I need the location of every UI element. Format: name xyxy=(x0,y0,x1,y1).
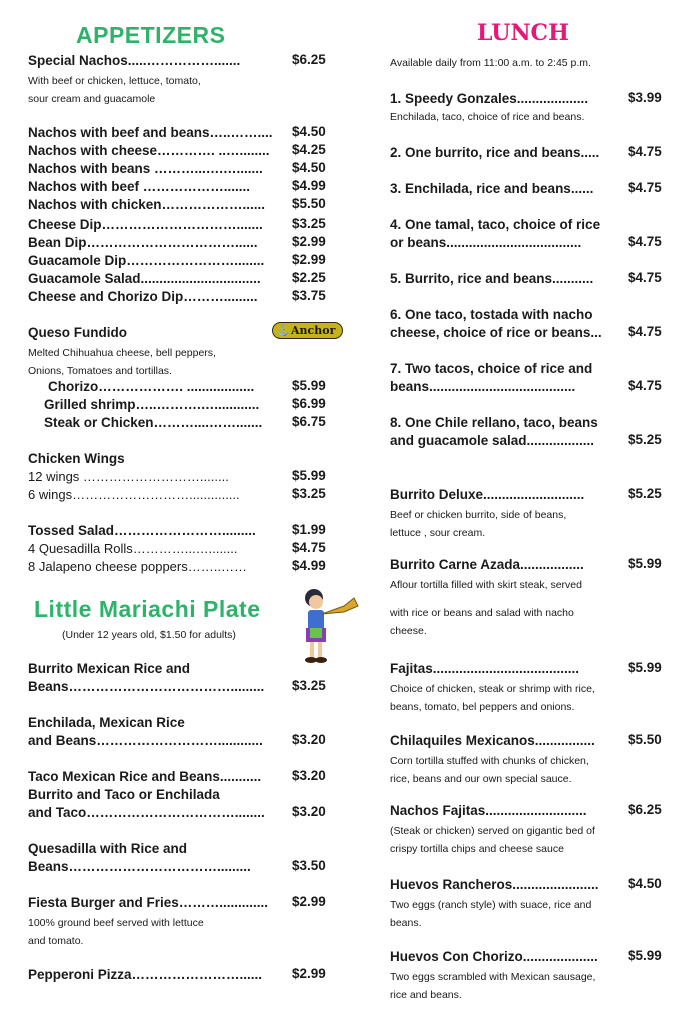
special-nachos-price: $6.25 xyxy=(292,52,326,67)
lunch-item-price: $5.25 xyxy=(628,432,662,447)
special-item-desc: Two eggs (ranch style) with suace, rice and xyxy=(390,899,592,911)
special-item-name: Chilaquiles Mexicanos................ xyxy=(390,733,595,748)
wing-option-name: 12 wings ………………………........ xyxy=(28,469,229,484)
kids-item-price: $3.25 xyxy=(292,678,326,693)
kids-item-price: $3.20 xyxy=(292,804,326,819)
kids-item-line1: Quesadilla with Rice and xyxy=(28,841,188,856)
wing-option-name: 6 wings……………………….............. xyxy=(28,487,240,502)
special-item-name: Huevos Con Chorizo.................... xyxy=(390,949,598,964)
lunch-item-line1: 1. Speedy Gonzales................... xyxy=(390,91,589,106)
lunch-item-desc: Enchilada, taco, choice of rice and beans. xyxy=(390,111,585,123)
lunch-note: Available daily from 11:00 a.m. to 2:45 p.m. xyxy=(390,57,591,69)
extra-item-price: $4.99 xyxy=(292,558,326,573)
appetizer-item-price: $2.99 xyxy=(292,252,326,267)
lunch-item-line1: 5. Burrito, rice and beans........... xyxy=(390,271,594,286)
special-item-desc: Aflour tortilla filled with skirt steak, served xyxy=(390,579,582,591)
kids-item-price: $3.20 xyxy=(292,732,326,747)
appetizer-item-price: $5.50 xyxy=(292,196,326,211)
special-nachos-desc-1: With beef or chicken, lettuce, tomato, xyxy=(28,75,201,87)
kids-item-desc: and tomato. xyxy=(28,935,84,947)
special-item-desc: cheese. xyxy=(390,625,427,637)
appetizer-item-name: Nachos with chicken………………...... xyxy=(28,197,266,212)
kids-item-line2: Beans………………………………......... xyxy=(28,679,265,694)
tossed-salad-name: Tossed Salad……………………......... xyxy=(28,523,256,538)
special-nachos-name: Special Nachos.....……………....... xyxy=(28,53,241,68)
lunch-item-line1: 7. Two tacos, choice of rice and xyxy=(390,361,593,376)
queso-fundido-name: Queso Fundido xyxy=(28,325,127,340)
special-item-desc: crispy tortilla chips and cheese sauce xyxy=(390,843,564,855)
appetizer-item-price: $4.25 xyxy=(292,142,326,157)
lunch-item-price: $4.75 xyxy=(628,378,662,393)
appetizer-item-name: Guacamole Dip……………………........ xyxy=(28,253,265,268)
special-item-price: $5.25 xyxy=(628,486,662,501)
special-item-price: $4.50 xyxy=(628,876,662,891)
appetizer-item-name: Nachos with beef and beans…..…….... xyxy=(28,125,273,140)
queso-option-name: Steak or Chicken………....……....... xyxy=(44,415,263,430)
anchor-badge: ⚓ Anchor xyxy=(272,322,343,339)
appetizers-heading: APPETIZERS xyxy=(76,22,226,48)
appetizer-item-name: Guacamole Salad................................ xyxy=(28,271,261,286)
queso-option-name: Chorizo………………. .................. xyxy=(48,379,255,394)
kids-item-line2: and Taco……………………………........ xyxy=(28,805,265,820)
special-item-name: Burrito Carne Azada................. xyxy=(390,557,584,572)
kids-heading: Little Mariachi Plate xyxy=(34,596,261,622)
special-item-desc: rice, beans and our own special sauce. xyxy=(390,773,572,785)
special-item-desc: Choice of chicken, steak or shrimp with rice, xyxy=(390,683,595,695)
kids-item-line1: Burrito and Taco or Enchilada xyxy=(28,787,220,802)
queso-desc-1: Melted Chihuahua cheese, bell peppers, xyxy=(28,347,216,359)
kids-note: (Under 12 years old, $1.50 for adults) xyxy=(62,629,236,641)
special-item-desc: rice and beans. xyxy=(390,989,462,1001)
lunch-item-price: $4.75 xyxy=(628,180,662,195)
special-nachos-desc-2: sour cream and guacamole xyxy=(28,93,156,105)
lunch-item-line1: 2. One burrito, rice and beans..... xyxy=(390,145,600,160)
wing-option-price: $5.99 xyxy=(292,468,326,483)
special-item-desc: with rice or beans and salad with nacho xyxy=(390,607,574,619)
lunch-item-price: $4.75 xyxy=(628,144,662,159)
queso-option-price: $5.99 xyxy=(292,378,326,393)
special-item-desc: Beef or chicken burrito, side of beans, xyxy=(390,509,567,521)
special-item-desc: Two eggs scrambled with Mexican sausage, xyxy=(390,971,596,983)
lunch-item-line1: 8. One Chile rellano, taco, beans xyxy=(390,415,598,430)
special-item-price: $6.25 xyxy=(628,802,662,817)
appetizer-item-price: $2.25 xyxy=(292,270,326,285)
special-item-desc: Corn tortilla stuffed with chunks of chicken, xyxy=(390,755,589,767)
wing-option-price: $3.25 xyxy=(292,486,326,501)
special-item-price: $5.99 xyxy=(628,948,662,963)
queso-option-name: Grilled shrimp…..……….…............ xyxy=(44,397,260,412)
special-item-price: $5.99 xyxy=(628,556,662,571)
kids-item-line1: Burrito Mexican Rice and xyxy=(28,661,191,676)
kids-item-price: $2.99 xyxy=(292,966,326,981)
kids-item-line1: Taco Mexican Rice and Beans........... xyxy=(28,769,262,784)
lunch-item-price: $4.75 xyxy=(628,234,662,249)
special-item-desc: beans. xyxy=(390,917,422,929)
lunch-item-price: $4.75 xyxy=(628,324,662,339)
kids-item-line2: and Beans………………………............ xyxy=(28,733,263,748)
lunch-item-price: $3.99 xyxy=(628,90,662,105)
appetizer-item-name: Nachos with beans ………...….…....... xyxy=(28,161,263,176)
special-item-price: $5.99 xyxy=(628,660,662,675)
lunch-heading: LUNCH xyxy=(477,20,569,46)
tossed-salad-price: $1.99 xyxy=(292,522,326,537)
chicken-wings-name: Chicken Wings xyxy=(28,451,125,466)
queso-desc-2: Onions, Tomatoes and tortillas. xyxy=(28,365,172,377)
kids-item-desc: 100% ground beef served with lettuce xyxy=(28,917,204,929)
anchor-icon: ⚓ xyxy=(276,324,290,337)
appetizer-item-price: $4.50 xyxy=(292,160,326,175)
appetizer-item-price: $4.99 xyxy=(292,178,326,193)
special-item-name: Burrito Deluxe........................... xyxy=(390,487,585,502)
special-item-name: Nachos Fajitas........................... xyxy=(390,803,587,818)
appetizer-item-price: $3.75 xyxy=(292,288,326,303)
kids-item-price: $2.99 xyxy=(292,894,326,909)
kids-item-line1: Fiesta Burger and Fries………............. xyxy=(28,895,269,910)
appetizer-item-price: $2.99 xyxy=(292,234,326,249)
extra-item-price: $4.75 xyxy=(292,540,326,555)
special-item-desc: lettuce , sour cream. xyxy=(390,527,486,539)
special-item-desc: beans, tomato, bel peppers and onions. xyxy=(390,701,575,713)
kids-item-price: $3.50 xyxy=(292,858,326,873)
lunch-item-line2: and guacamole salad.................. xyxy=(390,433,595,448)
appetizer-item-name: Bean Dip……………………………...... xyxy=(28,235,258,250)
appetizer-item-name: Cheese Dip…………………………....... xyxy=(28,217,263,232)
lunch-item-line2: beans....................................... xyxy=(390,379,576,394)
special-item-price: $5.50 xyxy=(628,732,662,747)
mariachi-boy-illustration xyxy=(292,584,364,666)
appetizer-item-name: Nachos with beef ………………....... xyxy=(28,179,251,194)
kids-item-line1: Pepperoni Pizza……………………...... xyxy=(28,967,263,982)
appetizer-item-price: $3.25 xyxy=(292,216,326,231)
lunch-item-line2: or beans.................................... xyxy=(390,235,582,250)
kids-item-line2: Beans……………………………......... xyxy=(28,859,251,874)
kids-item-line1: Enchilada, Mexican Rice xyxy=(28,715,185,730)
special-item-name: Huevos Rancheros....................... xyxy=(390,877,599,892)
special-item-desc: (Steak or chicken) served on gigantic bed of xyxy=(390,825,595,837)
appetizer-item-price: $4.50 xyxy=(292,124,326,139)
extra-item-name: 4 Quesadilla Rolls…………...…........ xyxy=(28,541,238,556)
lunch-item-line1: 3. Enchilada, rice and beans...... xyxy=(390,181,594,196)
lunch-item-line2: cheese, choice of rice or beans... xyxy=(390,325,602,340)
kids-item-price: $3.20 xyxy=(292,768,326,783)
extra-item-name: 8 Jalapeno cheese poppers……..…… xyxy=(28,559,247,574)
lunch-item-line1: 6. One taco, tostada with nacho xyxy=(390,307,593,322)
queso-option-price: $6.99 xyxy=(292,396,326,411)
lunch-item-line1: 4. One tamal, taco, choice of rice xyxy=(390,217,601,232)
special-item-name: Fajitas....................................... xyxy=(390,661,580,676)
appetizer-item-name: Nachos with cheese…………. ..…........ xyxy=(28,143,270,158)
lunch-item-price: $4.75 xyxy=(628,270,662,285)
queso-option-price: $6.75 xyxy=(292,414,326,429)
appetizer-item-name: Cheese and Chorizo Dip………......... xyxy=(28,289,258,304)
